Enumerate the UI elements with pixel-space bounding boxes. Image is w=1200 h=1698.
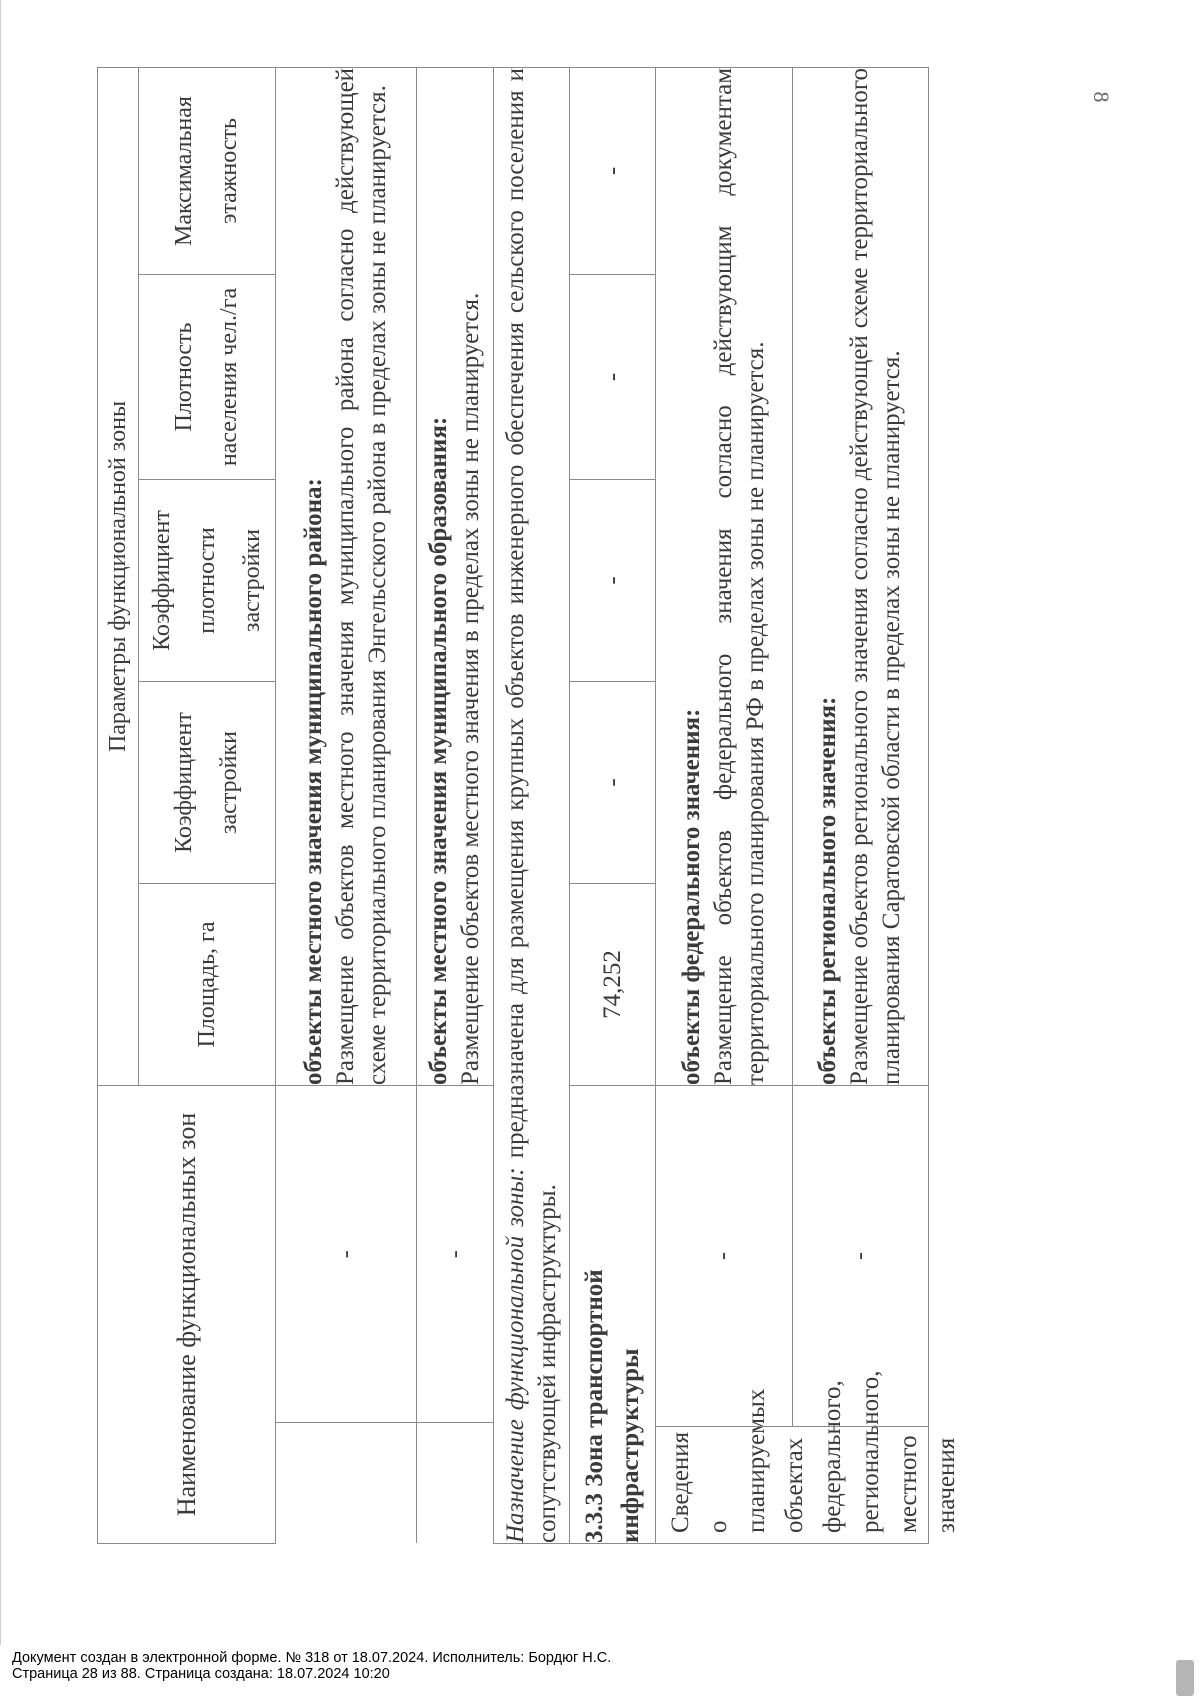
zone-population: - xyxy=(570,275,656,480)
object-text: Размещение объектов регионального значения согласно действующей схеме территориального планирования Саратовской области в пределах зоны не планируется. xyxy=(846,67,906,1085)
header-coef-density: Коэффициент плотности застройки xyxy=(139,480,276,682)
header-max-floors: Максимальная этажность xyxy=(139,67,276,274)
row-text: Размещение объектов местного значения муниципального района согласно действующей схеме территориального планирования Энгельсского района в пределах зоны не планируется. xyxy=(332,67,391,1085)
zone-row xyxy=(570,67,656,1543)
zone-area: 74,252 xyxy=(570,884,656,1086)
row-content xyxy=(417,67,494,1085)
header-zone-params: Параметры функциональной зоны xyxy=(98,67,139,1085)
zone-title: 3.3.3 Зона транспортной инфраструктуры xyxy=(570,1086,656,1544)
page-number: 8 xyxy=(1089,91,1114,103)
row-name: - xyxy=(417,1086,493,1424)
footer-line-1: Документ создан в электронной форме. № 318 от 18.07.2024. Исполнитель: Бордюг Н.С. xyxy=(12,1650,612,1666)
purpose-text: предназначена для размещения крупных объектов инженерного обеспечения сельского поселения и сопутствующей инфраструктуры. xyxy=(501,67,561,1543)
object-content xyxy=(792,67,929,1085)
purpose-label: Назначение функциональной зоны: xyxy=(501,1167,529,1543)
header-coef-build: Коэффициент застройки xyxy=(139,682,276,884)
row-content xyxy=(276,67,417,1085)
scan-edge xyxy=(0,0,1,1645)
purpose-cell xyxy=(494,67,570,1543)
footer-line-2: Страница 28 из 88. Страница создана: 18.07.2024 10:20 xyxy=(12,1666,390,1682)
header-zone-name: Наименование функциональных зон xyxy=(98,1086,276,1544)
row-label-cell xyxy=(276,1086,417,1544)
object-name: - xyxy=(656,1086,793,1426)
row-title: объекты местного значения муниципального образования: xyxy=(425,416,452,1085)
table-row xyxy=(417,67,494,1543)
rotated-table-frame xyxy=(97,68,970,1544)
document-footer xyxy=(12,1650,611,1682)
purpose-row xyxy=(494,67,570,1543)
header-area: Площадь, га xyxy=(139,884,276,1086)
object-title: объекты регионального значения: xyxy=(814,696,842,1085)
functional-zones-table xyxy=(97,67,960,1544)
object-name: - xyxy=(846,1252,873,1260)
rotated-table-container xyxy=(97,68,970,1544)
row-text: Размещение объектов местного значения в пределах зоны не планируется. xyxy=(457,292,484,1085)
object-content xyxy=(656,67,793,1085)
object-text: Размещение объектов федерального значения согласно действующим документам территориального планирования РФ в пределах зоны не планируется. xyxy=(709,67,769,1085)
table-row xyxy=(276,67,417,1543)
zone-floors: - xyxy=(570,67,656,274)
info-label: Сведения о планируемых объектах федерального, регионального, местного значения xyxy=(667,1370,960,1533)
row-title: объекты местного значения муниципального района: xyxy=(300,478,327,1085)
table-row xyxy=(656,67,793,1543)
row-label-cell xyxy=(417,1086,494,1544)
row-name: - xyxy=(276,1086,416,1424)
info-cell xyxy=(656,1086,960,1544)
zone-coef-density: - xyxy=(570,480,656,682)
zone-coef-build: - xyxy=(570,682,656,884)
scanner-mark xyxy=(1176,1660,1194,1696)
object-title: объекты федерального значения: xyxy=(677,708,705,1085)
header-population-density: Плотность населения чел./га xyxy=(139,275,276,480)
